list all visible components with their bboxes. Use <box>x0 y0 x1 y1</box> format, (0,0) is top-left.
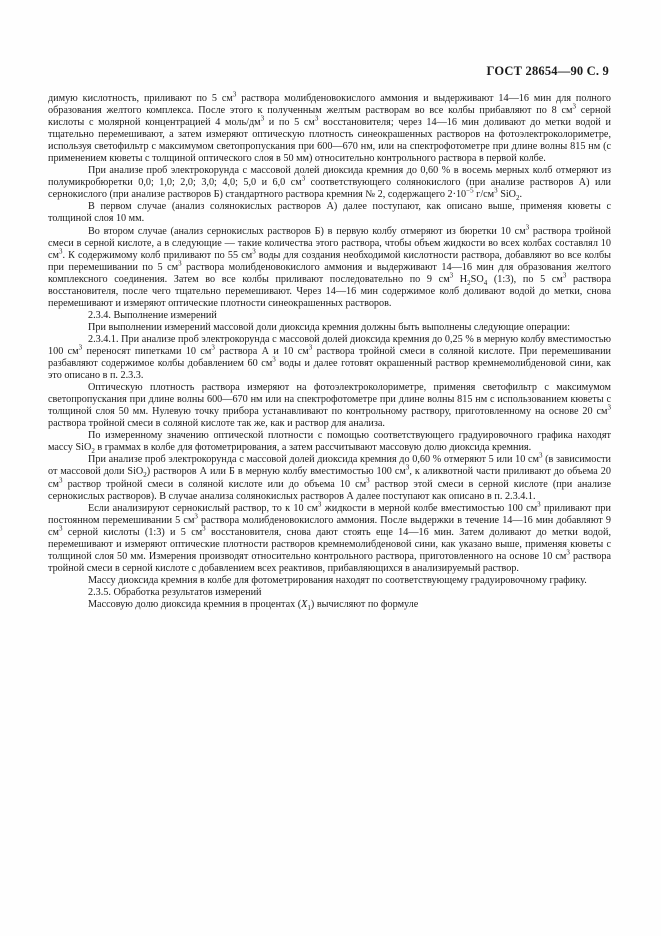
paragraph: По измеренному значению оптической плотности с помощью соответствующего градуировочного графика находят массу SiO$_2$ в граммах в колбе для фотометрирования, а затем рассчитывают массовую долю диоксида кремния. <box>48 430 611 456</box>
paragraph: В первом случае (анализ солянокислых растворов А) далее поступают, как описано выше, применяя кюветы с толщиной слоя 10 мм. <box>48 201 611 225</box>
paragraph: Оптическую плотность раствора измеряют на фотоэлектроколориметре, применяя светофильтр с максимумом светопропускания при длине волны 600—670 нм или на спектрофотометре при длине волны 815 нм с использованием кюветы с толщиной слоя 50 мм. Нулевую точку прибора устанавливают по контрольному раствору, приготовленному на основе 20 $см^3$ раствора тройной смеси в соляной кислоте так же, как и раствор для анализа. <box>48 382 611 430</box>
paragraph: Во втором случае (анализ сернокислых растворов Б) в первую колбу отмеряют из бюретки 10 $см^3$ раствора тройной смеси в серной кислоте, а в следующие — такие количества этого раствора, чтобы объем жидкости во всех колбах составлял 10 $см^3$. К содержимому колб приливают по 55 $см^3$ воды для создания необходимой кислотности раствора, добавляют во все колбы при перемешивании по 5 $см^3$ раствора молибденовокислого аммония и выдерживают 14—16 мин для образования желтого комплексного соединения. Затем во все колбы приливают последовательно по 9 $см^3$ $H_2SO_4$ (1:3), по 5 $см^3$ раствора восстановителя, после чего тщательно перемешивают. Через 14—16 мин содержимое колб доливают водой до метки, снова перемешивают и измеряют оптические плотности синеокрашенных растворов. <box>48 223 612 309</box>
paragraph: 2.3.4. Выполнение измерений <box>88 309 217 321</box>
paragraph: Если анализируют сернокислый раствор, то к 10 $см^3$ жидкости в мерной колбе вместимостью 100 $см^3$ приливают при постоянном перемешивании 5 $см^3$ раствора молибденовокислого аммония. После выдержки в течение 14—16 мин добавляют 9 $см^3$ серной кислоты (1:3) и 5 $см^3$ восстановителя, снова дают стоять еще 14—16 мин. Затем доливают до метки водой, перемешивают и измеряют оптические плотности растворов кремнемолибденовой сини, как указано выше, применяя кюветы с толщиной слоя 50 мм. Измерения производят относительно контрольного раствора, приготовленного на основе 10 $см^3$ раствора тройной смеси в серной кислоте с добавлением всех реактивов, прибавляющихся в анализируемый раствор. <box>48 500 611 574</box>
paragraph: 2.3.4.1. При анализе проб электрокорунда с массовой долей диоксида кремния до 0,25 % в мерную колбу вместимостью 100 $см^3$ переносят пипетками 10 $см^3$ раствора А и 10 $см^3$ раствора тройной смеси в соляной кислоте. При перемешивании разбавляют содержимое колбы добавлением 60 $см^3$ воды и далее готовят окрашенный раствор кремнемолибденовой сини, как это описано в п. 2.3.3. <box>48 333 612 382</box>
paragraph: При анализе проб электрокорунда с массовой долей диоксида кремния до 0,60 % в восемь мерных колб отмеряют из полумикробюретки 0,0; 1,0; 2,0; 3,0; 4,0; 5,0 и 6,0 $см^3$ соответствующего солянокислого (при анализе растворов А) или сернокислого (при анализе растворов Б) стандартного раствора кремния № 2, содержащего $2\cdot 10^{-5}$ $г/см^3$ SiO$_2$. <box>48 165 611 203</box>
page-header: ГОСТ 28654—90 С. 9 <box>486 64 609 78</box>
paragraph: При выполнении измерений массовой доли диоксида кремния должны быть выполнены следующие операции: <box>88 321 571 333</box>
paragraph: Массу диоксида кремния в колбе для фотометрирования находят по соответствующему градуировочному графику. <box>88 574 587 586</box>
paragraph: Массовую долю диоксида кремния в процентах $(X_1)$ вычисляют по формуле <box>88 598 419 612</box>
paragraph: димую кислотность, приливают по 5 $см^3$ раствора молибденовокислого аммония и выдерживают 14—16 мин для полного образования желтого комплекса. После этого к полученным желтым растворам во все колбы прибавляют по 8 $см^3$ серной кислоты с молярной концентрацией 4 моль/$дм^3$ и по 5 $см^3$ восстановителя; через 14—16 мин доливают до метки водой и тщательно перемешивают, а затем измеряют оптическую плотность синеокрашенных растворов на фотоэлектроколориметре, используя светофильтр с максимумом светопропускания при 600—670 нм, или на спектрофотометре при длине волны 815 нм (с применением кюветы с толщиной оптического слоя в 50 мм) относительно контрольного раствора в первой колбе. <box>48 90 611 165</box>
paragraph: При анализе проб электрокорунда с массовой долей диоксида кремния до 0,60 % отмеряют 5 или 10 $см^3$ (в зависимости от массовой доли SiO$_2$) растворов А или Б в мерную колбу вместимостью 100 $см^3$, к аликвотной части приливают до объема 20 $см^3$ раствор тройной смеси в соляной кислоте или до объема 10 $см^3$ раствор этой смеси в серной кислоте (при анализе сернокислых растворов). В случае анализа солянокислых растворов А далее поступают как описано в п. 2.3.4.1. <box>48 452 611 502</box>
body-text <box>48 90 612 612</box>
paragraph: 2.3.5. Обработка результатов измерений <box>88 586 262 598</box>
